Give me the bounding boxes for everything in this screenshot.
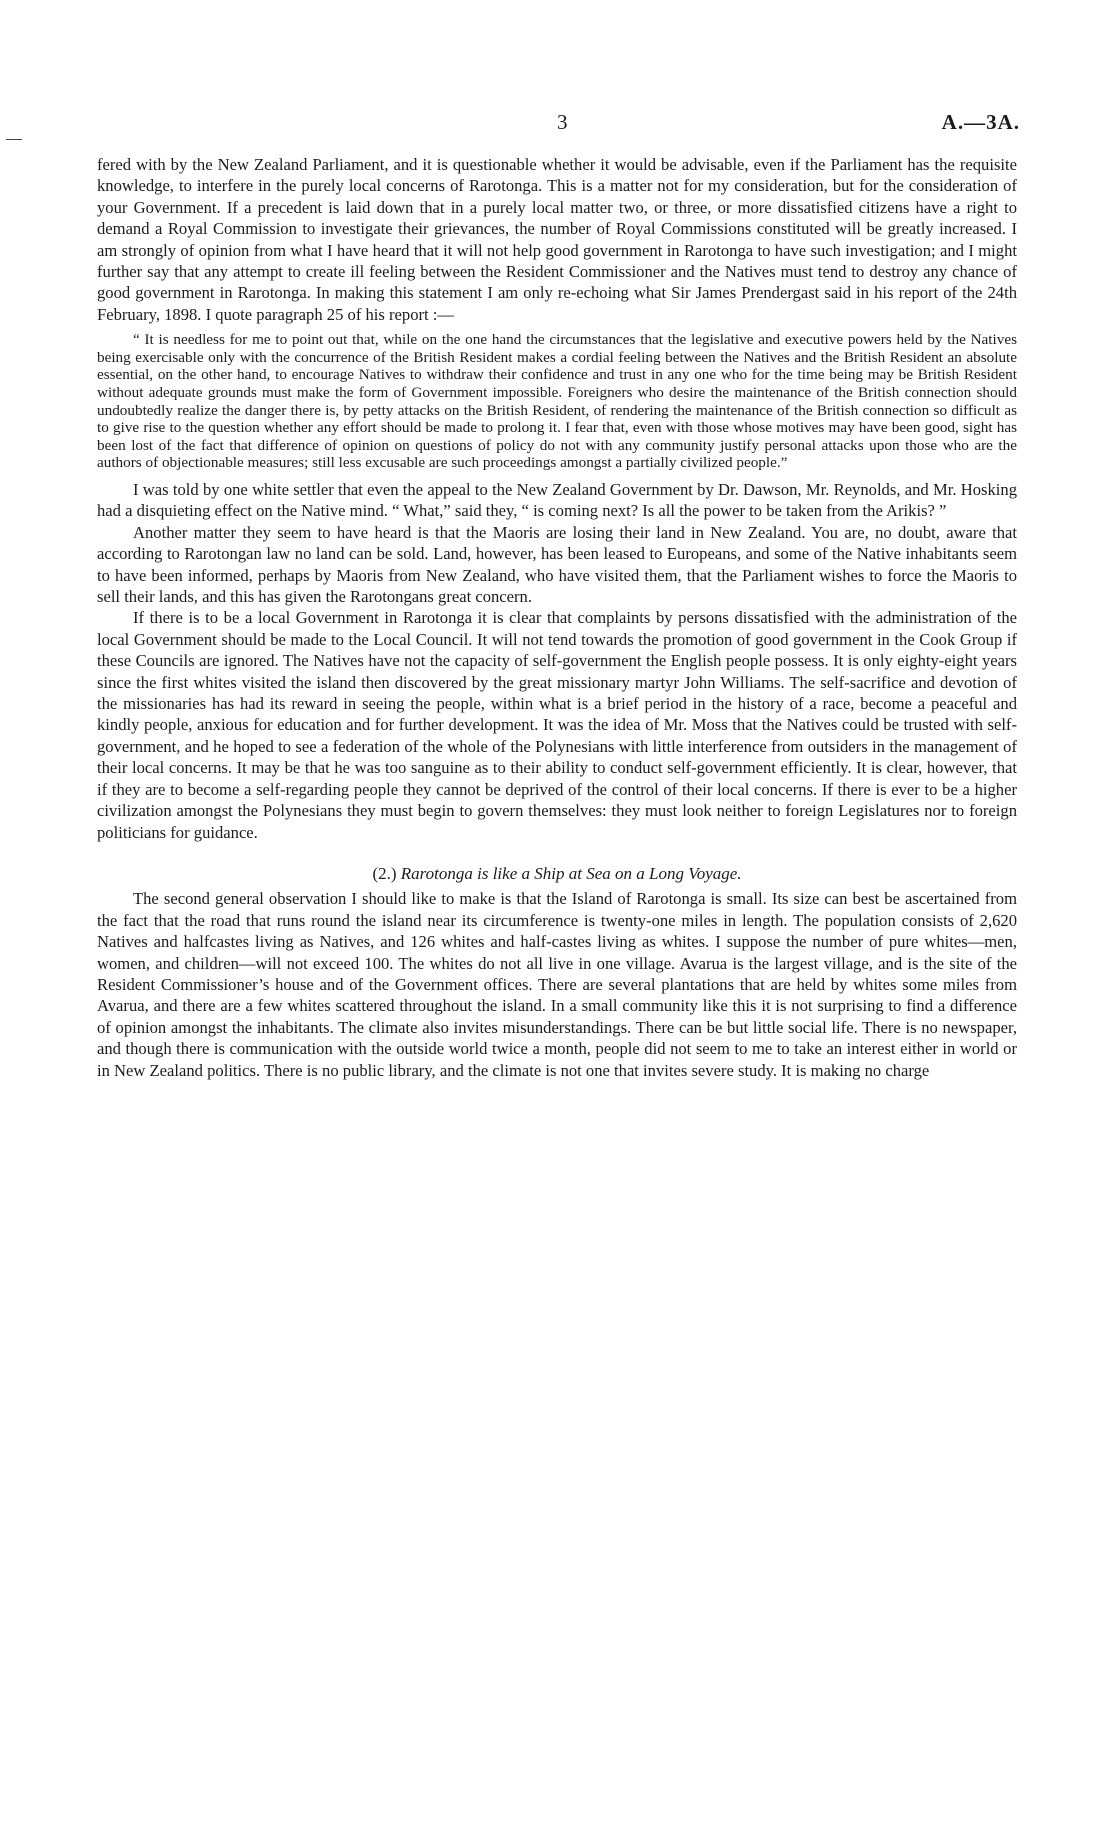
document-body	[97, 154, 1017, 1081]
paragraph-white-settler: I was told by one white settler that even the appeal to the New Zealand Government by Dr. Dawson, Mr. Reynolds, and Mr. Hosking had a disquieting effect on the Native mind. “ What,” said they, “ is coming next? Is all the power to be taken from the Arikis? ”	[97, 480, 1017, 521]
paragraph-local-government: If there is to be a local Government in Rarotonga it is clear that complaints by persons dissatisfied with the administration of the local Government should be made to the Local Council. It will not tend towards the promotion of good government in the Cook Group if these Councils are ignored. The Natives have not the capacity of self-government the English people possess. It is only eighty-eight years since the first whites visited the island then discovered by the great missionary martyr John Williams. The self-sacrifice and devotion of the missionaries has had its reward in seeing the people, within what is a brief period in the history of a race, become a peaceful and kindly people, anxious for education and for further development. It was the idea of Mr. Moss that the Natives could be trusted with self-government, and he hoped to see a federation of the whole of the Polynesians with little interference from outsiders in the management of their local concerns. It may be that he was too sanguine as to their ability to conduct self-government efficiently. It is clear, however, that if they are to become a self-regarding people they cannot be deprived of the control of their local concerns. If there is ever to be a higher civilization amongst the Polynesians they must begin to govern themselves: they must look neither to foreign Legislatures nor to foreign politicians for guidance.	[97, 608, 1017, 842]
section-number: (2.)	[372, 863, 397, 883]
quoted-report-paragraph: “ It is needless for me to point out that, while on the one hand the circumstances that the legislative and executive powers held by the Natives being exercisable only with the concurrence of the British Resident makes a cordial feeling between the Natives and the British Resident an absolute essential, on the other hand, to encourage Natives to withdraw their confidence and trust in any one who for the time being may be British Resident without adequate grounds must make the form of Government impossible. Foreigners who desire the maintenance of the British connection should undoubtedly realize the danger there is, by petty attacks on the British Resident, of rendering the maintenance of the British connection so difficult as to give rise to the question whether any effort should be made to prolong it. I fear that, even with those whose motives may have been good, sight has been lost of the fact that difference of opinion on questions of policy do not with any community justify personal attacks upon those who are the authors of objectionable measures; still less excusable are such proceedings amongst a partially civilized people.”	[97, 331, 1017, 472]
paragraph-maori-land: Another matter they seem to have heard is that the Maoris are losing their land in New Zealand. You are, no doubt, aware that according to Rarotongan law no land can be sold. Land, however, has been leased to Europeans, and some of the Native inhabitants seem to have been informed, perhaps by Maoris from New Zealand, who have visited them, that the Parliament wishes to force the Maoris to sell their lands, and this has given the Rarotongans great concern.	[97, 522, 1017, 607]
document-reference: A.—3A.	[941, 110, 1020, 134]
section-heading	[97, 863, 1017, 884]
page-header	[0, 110, 1114, 140]
section-title: Rarotonga is like a Ship at Sea on a Long Voyage.	[400, 863, 742, 883]
page-number: 3	[557, 110, 568, 134]
paragraph-continuation: fered with by the New Zealand Parliament, and it is questionable whether it would be advisable, even if the Parliament has the requisite knowledge, to interfere in the purely local concerns of Rarotonga. This is a matter not for my consideration, but for the consideration of your Government. If a precedent is laid down that in a purely local matter two, or three, or more dissatisfied citizens have a right to demand a Royal Commission to investigate their grievances, the number of Royal Commissions constituted will be greatly increased. I am strongly of opinion from what I have heard that it will not help good government in Rarotonga to have such investigation; and I might further say that any attempt to create ill feeling between the Resident Commissioner and the Natives must tend to destroy any chance of good government in Rarotonga. In making this statement I am only re-echoing what Sir James Prendergast said in his report of the 24th February, 1898. I quote paragraph 25 of his report :—	[97, 155, 1017, 324]
paragraph-island-size: The second general observation I should like to make is that the Island of Rarotonga is small. Its size can best be ascertained from the fact that the road that runs round the island near its circumference is twenty-one miles in length. The population consists of 2,620 Natives and halfcastes living as Natives, and 126 whites and half-castes living as whites. I suppose the number of pure whites—men, women, and children—will not exceed 100. The whites do not all live in one village. Avarua is the largest village, and is the site of the Resident Commissioner’s house and of the Government offices. There are several plantations that are held by whites some miles from Avarua, and there are a few whites scattered throughout the island. In a small community like this it is not surprising to find a difference of opinion amongst the inhabitants. The climate also invites misunderstandings. There can be but little social life. There is no newspaper, and though there is communication with the outside world twice a month, people did not seem to me to take an interest either in world or in New Zealand politics. There is no public library, and the climate is not one that invites severe study. It is making no charge	[97, 889, 1017, 1080]
